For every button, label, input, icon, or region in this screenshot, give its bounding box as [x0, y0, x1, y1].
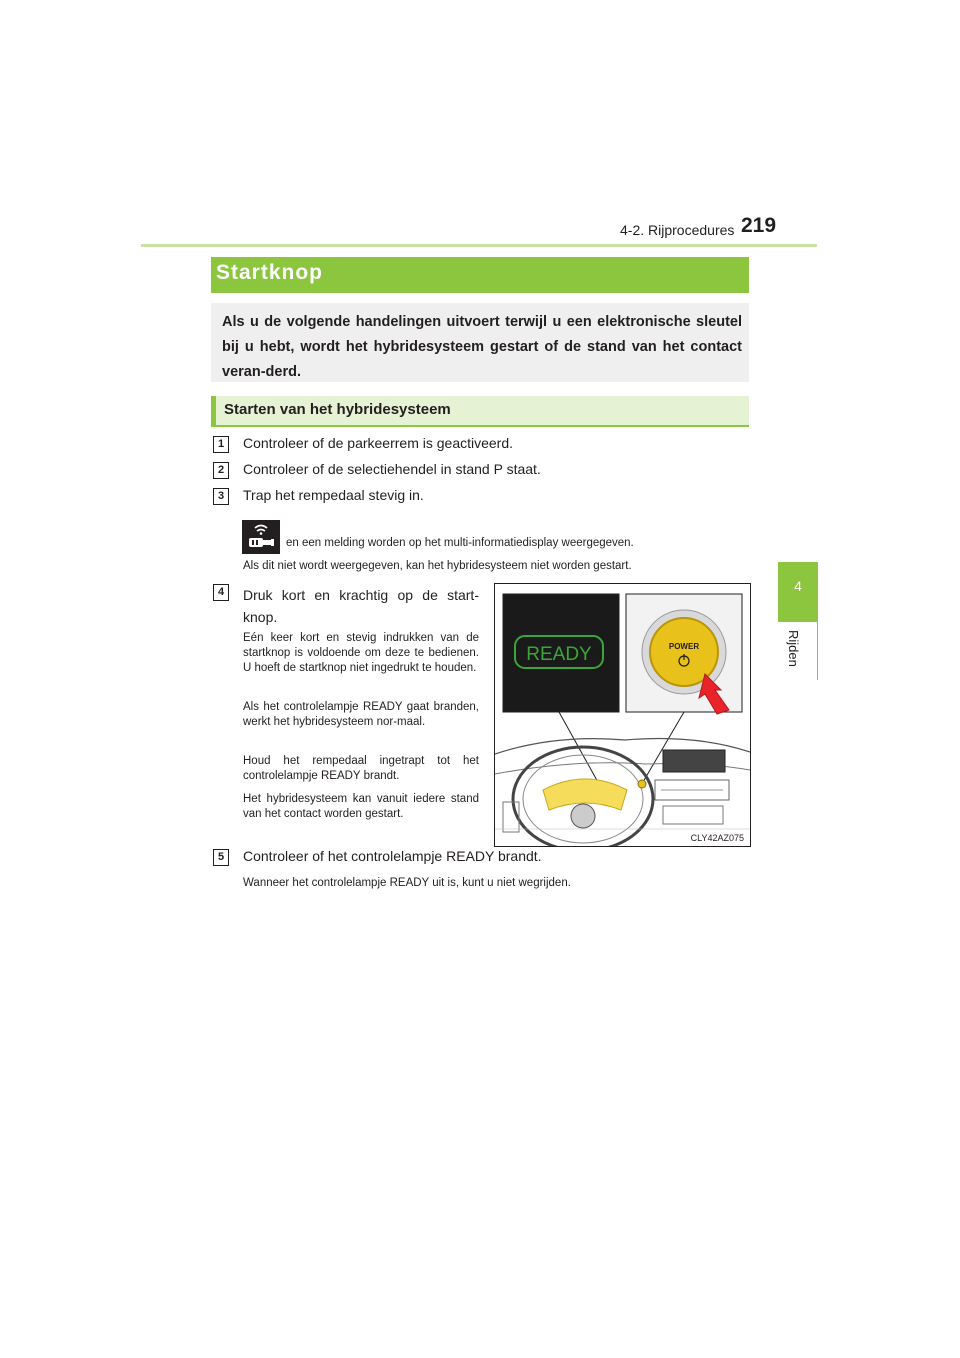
step4-note: Houd het rempedaal ingetrapt tot het controlelampje READY brandt. [243, 755, 479, 782]
step3-note-line1: en een melding worden op het multi-informatiedisplay weergegeven. [286, 537, 634, 549]
subheading: Starten van het hybridesysteem [224, 401, 451, 418]
header-rule [141, 244, 817, 247]
intro-text: Als u de volgende handelingen uitvoert terwijl u een elektronische sleutel bij u hebt, wordt het hybridesysteem gestart of de stand van het contact veran-derd. [222, 314, 742, 380]
running-header-section: 4-2. Rijprocedures [620, 222, 735, 238]
page-number: 219 [741, 214, 777, 237]
step4-note: Eén keer kort en stevig indrukken van de startknop is voldoende om deze te bedienen. U hoeft de startknop niet ingedrukt te houden. [243, 632, 479, 674]
step-text: Controleer of de parkeerrem is geactiveerd. [243, 435, 514, 451]
step-number: 1 [213, 436, 229, 453]
step-text: Controleer of de selectiehendel in stand P staat. [243, 461, 541, 477]
chapter-tab-line [817, 622, 818, 680]
key-indicator-icon [242, 520, 280, 554]
step-number: 3 [213, 488, 229, 505]
step-number: 5 [213, 849, 229, 866]
step-number: 4 [213, 584, 229, 601]
chapter-label: Rijden [786, 630, 801, 667]
step5-note: Wanneer het controlelampje READY uit is, kunt u niet wegrijden. [243, 877, 571, 889]
step-number: 2 [213, 462, 229, 479]
chapter-number: 4 [794, 578, 802, 594]
step4-note: Als het controlelampje READY gaat branden, werkt het hybridesysteem nor-maal. [243, 701, 479, 728]
step3-note-line2: Als dit niet wordt weergegeven, kan het hybridesysteem niet worden gestart. [243, 560, 632, 572]
step-text: Controleer of het controlelampje READY brandt. [243, 848, 542, 864]
step4-note: Het hybridesysteem kan vanuit iedere stand van het contact worden gestart. [243, 793, 479, 820]
ready-indicator-label: READY [526, 644, 592, 665]
subheading-accent [211, 396, 216, 427]
start-button-illustration [494, 583, 751, 847]
step-text: Trap het rempedaal stevig in. [243, 487, 424, 503]
figure-code: CLY42AZ075 [690, 833, 744, 843]
section-title: Startknop [216, 261, 324, 284]
intro-box [211, 303, 749, 382]
step-text: Druk kort en krachtig op de start-knop. [243, 587, 479, 625]
power-label: POWER [668, 642, 700, 651]
